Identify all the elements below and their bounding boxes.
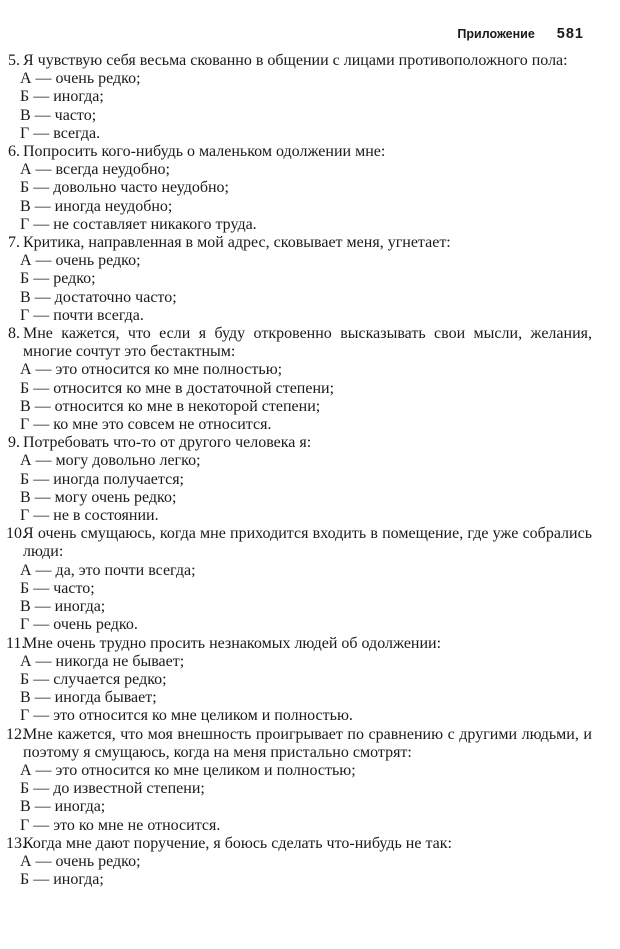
question-number: 6. bbox=[8, 143, 20, 161]
answer-option: Б — иногда получается; bbox=[20, 470, 184, 488]
answer-option: Г — всегда. bbox=[20, 124, 101, 142]
answer-option: Г — очень редко. bbox=[20, 616, 138, 634]
answer-list bbox=[6, 562, 592, 635]
answer-option: А — всегда неудобно; bbox=[20, 161, 170, 179]
question-9 bbox=[6, 434, 592, 525]
answer-option: А — да, это почти всегда; bbox=[20, 561, 196, 579]
answer-list bbox=[6, 762, 592, 835]
question-number: 7. bbox=[8, 234, 20, 252]
answer-option: Г — это ко мне не относится. bbox=[20, 816, 221, 834]
question-text: Попросить кого-нибудь о маленьком одолжении мне: bbox=[23, 143, 386, 161]
question-6 bbox=[6, 143, 592, 234]
question-5 bbox=[6, 52, 592, 143]
question-8 bbox=[6, 325, 592, 434]
answer-option: Б — до известной степени; bbox=[20, 780, 205, 798]
answer-option: Г — не составляет никакого труда. bbox=[20, 215, 257, 233]
answer-option: Г — не в состоянии. bbox=[20, 507, 159, 525]
question-number: 8. bbox=[8, 325, 20, 343]
question-text: Мне кажется, что если я буду откровенно высказывать свои мысли, желания, многие сочтут это бестактным: bbox=[23, 325, 592, 361]
answer-option: А — это относится ко мне целиком и полностью; bbox=[20, 761, 356, 779]
question-text: Мне очень трудно просить незнакомых людей об одолжении: bbox=[23, 634, 442, 652]
question-text: Я чувствую себя весьма скованно в общении с лицами противоположного пола: bbox=[23, 52, 568, 69]
answer-option: В — относится ко мне в некоторой степени; bbox=[20, 397, 321, 415]
answer-option: В — достаточно часто; bbox=[20, 288, 177, 306]
answer-option: Б — иногда; bbox=[20, 871, 104, 889]
running-header bbox=[457, 26, 584, 42]
question-text: Потребовать что-то от другого человека я: bbox=[23, 434, 312, 452]
answer-option: В — иногда бывает; bbox=[20, 689, 157, 707]
answer-option: А — могу довольно легко; bbox=[20, 452, 201, 470]
question-number: 12. bbox=[6, 725, 26, 743]
answer-option: В — иногда; bbox=[20, 598, 106, 616]
answer-option: Б — случается редко; bbox=[20, 670, 167, 688]
answer-option: Г — почти всегда. bbox=[20, 306, 144, 324]
question-number: 9. bbox=[8, 434, 20, 452]
question-text: Я очень смущаюсь, когда мне приходится входить в помещение, где уже собрались люди: bbox=[23, 525, 592, 561]
answer-option: В — могу очень редко; bbox=[20, 488, 177, 506]
question-12 bbox=[6, 726, 592, 835]
question-text: Критика, направленная в мой адрес, сковывает меня, угнетает: bbox=[23, 234, 451, 252]
answer-option: Г — ко мне это совсем не относится. bbox=[20, 416, 272, 434]
answer-option: А — это относится ко мне полностью; bbox=[20, 361, 283, 379]
questionnaire bbox=[6, 52, 592, 889]
question-11 bbox=[6, 635, 592, 726]
answer-option: Г — это относится ко мне целиком и полностью. bbox=[20, 707, 353, 725]
question-10 bbox=[6, 525, 592, 634]
question-text: Мне кажется, что моя внешность проигрывает по сравнению с другими людьми, и поэтому я смущаюсь, когда на меня пристально смотрят: bbox=[23, 725, 592, 761]
question-7 bbox=[6, 234, 592, 325]
answer-option: Б — редко; bbox=[20, 270, 96, 288]
question-number: 13. bbox=[6, 834, 26, 852]
answer-option: Б — относится ко мне в достаточной степени; bbox=[20, 379, 335, 397]
answer-option: Б — иногда; bbox=[20, 88, 104, 106]
answer-list bbox=[6, 161, 592, 234]
question-13 bbox=[6, 835, 592, 890]
answer-list bbox=[6, 252, 592, 325]
answer-option: В — иногда; bbox=[20, 798, 106, 816]
page-number: 581 bbox=[556, 26, 584, 42]
answer-option: А — очень редко; bbox=[20, 852, 141, 870]
question-number: 5. bbox=[8, 52, 20, 69]
answer-list bbox=[6, 452, 592, 525]
question-text: Когда мне дают поручение, я боюсь сделать что-нибудь не так: bbox=[23, 834, 452, 852]
answer-option: Б — довольно часто неудобно; bbox=[20, 179, 229, 197]
answer-list bbox=[6, 361, 592, 434]
answer-list bbox=[6, 853, 592, 889]
answer-option: А — никогда не бывает; bbox=[20, 652, 185, 670]
answer-list bbox=[6, 653, 592, 726]
question-number: 11. bbox=[6, 634, 26, 652]
answer-option: В — иногда неудобно; bbox=[20, 197, 173, 215]
answer-option: В — часто; bbox=[20, 106, 97, 124]
section-title: Приложение bbox=[457, 27, 535, 41]
answer-option: А — очень редко; bbox=[20, 70, 141, 88]
answer-list bbox=[6, 70, 592, 143]
answer-option: Б — часто; bbox=[20, 579, 95, 597]
answer-option: А — очень редко; bbox=[20, 252, 141, 270]
question-number: 10. bbox=[6, 525, 26, 543]
